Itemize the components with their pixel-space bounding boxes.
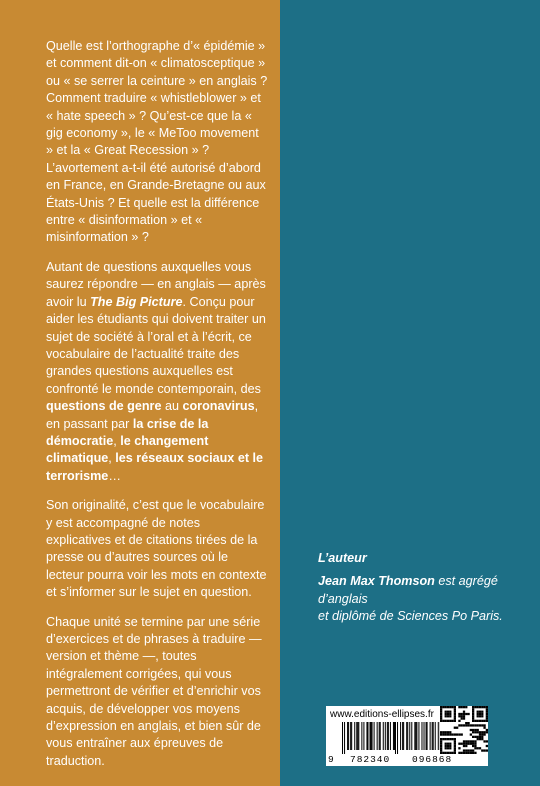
qr-module xyxy=(442,752,444,754)
qr-module xyxy=(465,745,467,747)
qr-module xyxy=(486,720,488,722)
qr-module xyxy=(479,747,481,749)
barcode-bar xyxy=(433,722,434,750)
qr-module xyxy=(486,745,488,747)
barcode-graphic xyxy=(342,722,450,754)
qr-module xyxy=(451,733,453,735)
qr-module xyxy=(440,731,442,733)
blurb-paragraph-2 xyxy=(46,259,268,485)
barcode-bar xyxy=(348,722,349,750)
qr-module xyxy=(440,720,442,722)
barcode-bar xyxy=(403,722,404,750)
qr-module xyxy=(472,736,474,738)
qr-module xyxy=(474,736,476,738)
author-name: Jean Max Thomson xyxy=(318,574,435,589)
qr-module xyxy=(472,724,474,726)
isbn-group-2: 096868 xyxy=(412,754,453,765)
qr-module xyxy=(447,747,449,749)
barcode-bar xyxy=(377,722,378,750)
barcode-bar xyxy=(415,722,416,750)
emphasis-text xyxy=(90,295,182,309)
barcode-bar xyxy=(383,722,384,750)
qr-module xyxy=(440,752,442,754)
qr-module xyxy=(477,724,479,726)
qr-module xyxy=(454,740,456,742)
qr-module xyxy=(467,740,469,742)
qr-module xyxy=(483,720,485,722)
qr-module xyxy=(470,752,472,754)
author-heading: L’auteur xyxy=(318,551,367,565)
barcode-bar xyxy=(370,722,371,750)
qr-module xyxy=(472,706,474,708)
author-bio-line-1 xyxy=(318,573,528,608)
qr-module xyxy=(449,733,451,735)
barcode-bar xyxy=(379,722,380,750)
qr-module xyxy=(458,752,460,754)
qr-module xyxy=(454,733,456,735)
qr-module xyxy=(458,720,460,722)
qr-module xyxy=(461,717,463,719)
qr-module xyxy=(472,713,474,715)
qr-module xyxy=(451,752,453,754)
qr-module xyxy=(474,731,476,733)
qr-module xyxy=(470,740,472,742)
qr-module xyxy=(463,711,465,713)
qr-module xyxy=(454,717,456,719)
text-run: … xyxy=(108,468,121,483)
qr-module xyxy=(479,715,481,717)
barcode-bar xyxy=(427,722,428,750)
qr-module xyxy=(470,724,472,726)
barcode-bar xyxy=(435,722,436,750)
qr-module xyxy=(454,720,456,722)
barcode-bar xyxy=(350,722,351,750)
qr-module xyxy=(440,706,442,708)
qr-module xyxy=(454,727,456,729)
qr-module xyxy=(449,738,451,740)
text-run: au xyxy=(161,399,183,414)
qr-module xyxy=(449,745,451,747)
qr-module xyxy=(440,713,442,715)
qr-module xyxy=(472,717,474,719)
qr-module xyxy=(449,720,451,722)
qr-module xyxy=(440,740,442,742)
qr-module xyxy=(454,749,456,751)
qr-module xyxy=(449,713,451,715)
qr-module xyxy=(456,733,458,735)
barcode-bar xyxy=(414,722,415,750)
isbn-group-1: 782340 xyxy=(350,754,391,765)
qr-module xyxy=(440,733,442,735)
qr-module xyxy=(449,747,451,749)
barcode-bar xyxy=(372,722,373,750)
qr-module xyxy=(467,724,469,726)
barcode-bar xyxy=(351,722,352,750)
qr-module xyxy=(445,733,447,735)
qr-module xyxy=(451,720,453,722)
qr-module xyxy=(477,736,479,738)
qr-module xyxy=(454,752,456,754)
qr-module xyxy=(477,706,479,708)
qr-module xyxy=(465,706,467,708)
qr-module xyxy=(458,733,460,735)
barcode-bar xyxy=(357,722,358,750)
qr-module xyxy=(454,747,456,749)
qr-module xyxy=(481,715,483,717)
qr-module xyxy=(481,706,483,708)
qr-module xyxy=(486,708,488,710)
qr-module xyxy=(440,738,442,740)
qr-module xyxy=(440,749,442,751)
text-run: Quelle est l’orthographe d’« épidémie » et comment dit-on « climatosceptique » ou « se serrer la ceinture » en anglais ? Comment traduire « whistleblower » et « hate speech » ? Qu’est-ce que la « gig economy », le « MeToo movement » et la « Great Recession » ? L’avortement a-t-il été autorisé d’abord en France, en Grande-Bretagne ou aux États-Unis ? Et quelle est la différence entre « disinformation » et « misinformation » ? xyxy=(46,39,268,245)
qr-module xyxy=(458,747,460,749)
qr-module xyxy=(477,729,479,731)
qr-module xyxy=(481,733,483,735)
qr-module xyxy=(479,711,481,713)
barcode-bar xyxy=(367,722,368,750)
qr-module xyxy=(463,749,465,751)
qr-module xyxy=(447,715,449,717)
qr-module xyxy=(463,715,465,717)
qr-module xyxy=(445,743,447,745)
qr-module xyxy=(463,745,465,747)
qr-module xyxy=(447,720,449,722)
barcode-bar xyxy=(358,722,359,750)
qr-module xyxy=(454,743,456,745)
qr-module xyxy=(486,706,488,708)
qr-module xyxy=(481,720,483,722)
barcode-bar xyxy=(388,722,389,750)
qr-module xyxy=(486,715,488,717)
qr-module xyxy=(467,749,469,751)
qr-module xyxy=(461,743,463,745)
qr-module xyxy=(465,722,467,724)
qr-module xyxy=(461,715,463,717)
publisher-url: www.editions-ellipses.fr xyxy=(330,709,434,720)
qr-module xyxy=(445,745,447,747)
qr-module xyxy=(472,720,474,722)
qr-module xyxy=(449,731,451,733)
qr-module xyxy=(458,706,460,708)
barcode-bar xyxy=(347,722,348,750)
qr-module xyxy=(467,722,469,724)
qr-module xyxy=(447,745,449,747)
barcode-bar xyxy=(385,722,386,750)
barcode-bar xyxy=(395,722,396,754)
qr-module xyxy=(483,706,485,708)
qr-module xyxy=(447,706,449,708)
qr-module xyxy=(486,711,488,713)
qr-module xyxy=(474,745,476,747)
qr-module xyxy=(486,717,488,719)
qr-module xyxy=(449,715,451,717)
qr-module xyxy=(442,731,444,733)
barcode-bar xyxy=(421,722,422,750)
qr-module xyxy=(440,715,442,717)
qr-module xyxy=(479,720,481,722)
qr-module xyxy=(449,752,451,754)
author-bio-line-2: et diplômé de Sciences Po Paris. xyxy=(318,609,503,624)
qr-module xyxy=(445,715,447,717)
qr-module xyxy=(486,729,488,731)
text-run: , xyxy=(108,451,116,466)
barcode-bar xyxy=(374,722,375,750)
barcode-bar xyxy=(371,722,372,750)
qr-module xyxy=(442,738,444,740)
qr-module xyxy=(472,740,474,742)
qr-module xyxy=(472,749,474,751)
qr-module xyxy=(474,720,476,722)
qr-module xyxy=(472,708,474,710)
qr-module xyxy=(477,720,479,722)
qr-module xyxy=(463,740,465,742)
qr-module xyxy=(470,749,472,751)
qr-module xyxy=(479,724,481,726)
qr-module xyxy=(440,747,442,749)
qr-module xyxy=(483,731,485,733)
qr-module xyxy=(486,749,488,751)
barcode-bar xyxy=(397,722,398,754)
qr-module xyxy=(481,749,483,751)
qr-module xyxy=(445,747,447,749)
qr-module xyxy=(461,713,463,715)
barcode-bar xyxy=(354,722,355,750)
qr-module xyxy=(447,731,449,733)
qr-module xyxy=(440,743,442,745)
qr-module xyxy=(440,711,442,713)
qr-module xyxy=(447,743,449,745)
qr-module xyxy=(447,733,449,735)
qr-module xyxy=(447,711,449,713)
emphasis-text: la crise de la démocratie xyxy=(46,416,209,448)
qr-module xyxy=(442,720,444,722)
barcode-bar xyxy=(400,722,401,750)
text-run: Son originalité, c’est que le vocabulaire y est accompagné de notes explicatives et de citations tirées de la presse ou d’autres sources où le lecteur pourra voir les mots en contexte et s’informer sur le sujet en question. xyxy=(46,498,267,600)
book-title: The Big Picture xyxy=(90,294,183,309)
barcode-bar xyxy=(380,722,381,750)
qr-module xyxy=(445,713,447,715)
qr-module xyxy=(440,717,442,719)
barcode-bar xyxy=(402,722,403,750)
barcode-bar xyxy=(418,722,419,750)
qr-module xyxy=(483,740,485,742)
qr-module xyxy=(447,713,449,715)
qr-module xyxy=(481,724,483,726)
barcode-bar xyxy=(424,722,425,750)
barcode-bar xyxy=(363,722,364,750)
qr-module xyxy=(447,738,449,740)
blurb-paragraph-1 xyxy=(46,38,268,247)
qr-module xyxy=(477,713,479,715)
qr-module xyxy=(445,706,447,708)
qr-module xyxy=(470,733,472,735)
qr-module xyxy=(483,724,485,726)
qr-module xyxy=(483,733,485,735)
qr-module xyxy=(442,733,444,735)
barcode-bar xyxy=(361,722,362,750)
qr-module xyxy=(458,743,460,745)
qr-module xyxy=(461,752,463,754)
qr-module xyxy=(463,706,465,708)
qr-module xyxy=(451,706,453,708)
qr-module xyxy=(467,752,469,754)
qr-module xyxy=(472,745,474,747)
blurb-text xyxy=(46,38,268,782)
qr-module xyxy=(445,731,447,733)
barcode-bar xyxy=(430,722,431,750)
qr-module xyxy=(472,743,474,745)
text-run: , en passant par xyxy=(46,399,259,431)
barcode-bar xyxy=(432,722,433,750)
qr-module xyxy=(454,715,456,717)
qr-module xyxy=(463,724,465,726)
qr-module xyxy=(481,713,483,715)
barcode-bar xyxy=(344,722,345,754)
barcode-bar xyxy=(416,722,417,750)
text-run: Chaque unité se termine par une série d’exercices et de phrases à traduire — version et thème —, toutes intégralement corrigées, qui vous permettront de vérifier et d’enrichir vos acquis, de développer vos moyens d’expression en anglais, et bien sûr de vous entraîner aux épreuves de traduction. xyxy=(46,614,262,768)
qr-module xyxy=(474,729,476,731)
qr-module xyxy=(486,713,488,715)
qr-module xyxy=(465,749,467,751)
qr-code xyxy=(440,706,488,754)
qr-module xyxy=(486,740,488,742)
barcode-bar xyxy=(438,722,439,750)
qr-module xyxy=(472,729,474,731)
isbn-prefix: 9 xyxy=(328,754,335,765)
qr-module xyxy=(474,747,476,749)
qr-module xyxy=(474,752,476,754)
blurb-paragraph-3 xyxy=(46,497,268,601)
qr-module xyxy=(465,743,467,745)
qr-module xyxy=(481,731,483,733)
barcode-bar xyxy=(342,722,343,754)
text-run: , xyxy=(113,433,121,448)
qr-module xyxy=(465,724,467,726)
blurb-paragraph-4 xyxy=(46,614,268,771)
qr-module xyxy=(449,711,451,713)
qr-module xyxy=(454,708,456,710)
qr-module xyxy=(440,708,442,710)
qr-module xyxy=(454,713,456,715)
text-run: . Conçu pour aider les étudiants qui doivent traiter un sujet de société à l’oral et à l’écrit, ce vocabulaire de l’actualité traite des grandes questions auxquelles est confronté le monde contemporain, des xyxy=(46,294,266,396)
qr-module xyxy=(445,752,447,754)
qr-module xyxy=(472,715,474,717)
qr-module xyxy=(477,711,479,713)
qr-module xyxy=(465,713,467,715)
qr-module xyxy=(479,731,481,733)
barcode-bar xyxy=(406,722,407,750)
qr-module xyxy=(479,736,481,738)
qr-module xyxy=(472,711,474,713)
qr-module xyxy=(467,713,469,715)
qr-module xyxy=(456,727,458,729)
qr-module xyxy=(445,738,447,740)
qr-module xyxy=(463,743,465,745)
barcode-bar xyxy=(393,722,394,750)
qr-module xyxy=(461,724,463,726)
qr-module xyxy=(454,706,456,708)
qr-code-graphic xyxy=(440,706,488,754)
back-cover-right-panel xyxy=(280,0,540,786)
qr-module xyxy=(449,706,451,708)
qr-module xyxy=(479,733,481,735)
qr-module xyxy=(474,724,476,726)
barcode-bar xyxy=(426,722,427,750)
emphasis-text: le changement climatique xyxy=(46,433,209,466)
qr-module xyxy=(454,711,456,713)
barcode-bar xyxy=(366,722,367,750)
qr-module xyxy=(470,729,472,731)
qr-module xyxy=(463,717,465,719)
qr-module xyxy=(486,731,488,733)
qr-module xyxy=(449,743,451,745)
author-section xyxy=(318,550,528,626)
qr-module xyxy=(461,706,463,708)
qr-module xyxy=(454,738,456,740)
qr-module xyxy=(440,745,442,747)
qr-module xyxy=(472,752,474,754)
qr-module xyxy=(454,745,456,747)
qr-module xyxy=(442,706,444,708)
qr-module xyxy=(481,736,483,738)
barcode-bar xyxy=(356,722,357,750)
qr-module xyxy=(481,738,483,740)
barcode-bar xyxy=(409,722,410,750)
qr-module xyxy=(445,711,447,713)
qr-module xyxy=(458,724,460,726)
text-run: Autant de questions auxquelles vous saurez répondre — en anglais — après avoir lu xyxy=(46,259,266,309)
qr-module xyxy=(477,731,479,733)
barcode-bar xyxy=(387,722,388,750)
qr-module xyxy=(477,747,479,749)
qr-module xyxy=(458,715,460,717)
qr-module xyxy=(479,713,481,715)
barcode-bar xyxy=(390,722,391,750)
qr-module xyxy=(472,731,474,733)
qr-module xyxy=(470,743,472,745)
qr-module xyxy=(467,743,469,745)
qr-module xyxy=(445,720,447,722)
qr-module xyxy=(479,738,481,740)
qr-module xyxy=(477,738,479,740)
author-bio-part-1: est agrégé d’anglais xyxy=(318,574,498,606)
qr-module xyxy=(465,752,467,754)
qr-module xyxy=(474,743,476,745)
qr-module xyxy=(465,740,467,742)
emphasis-text: les réseaux sociaux et le terrorisme xyxy=(46,451,264,483)
qr-module xyxy=(474,740,476,742)
qr-module xyxy=(483,727,485,729)
qr-module xyxy=(474,706,476,708)
qr-module xyxy=(477,715,479,717)
qr-module xyxy=(463,752,465,754)
qr-module xyxy=(479,706,481,708)
emphasis-text: questions de genre xyxy=(46,399,162,414)
emphasis-text: coronavirus xyxy=(182,399,255,414)
barcode-bar xyxy=(394,722,395,750)
qr-module xyxy=(461,733,463,735)
barcode-bar xyxy=(411,722,412,750)
qr-module xyxy=(483,749,485,751)
qr-module xyxy=(447,752,449,754)
qr-module xyxy=(451,738,453,740)
barcode-bar xyxy=(407,722,408,750)
qr-module xyxy=(481,711,483,713)
qr-module xyxy=(463,713,465,715)
qr-module xyxy=(458,713,460,715)
